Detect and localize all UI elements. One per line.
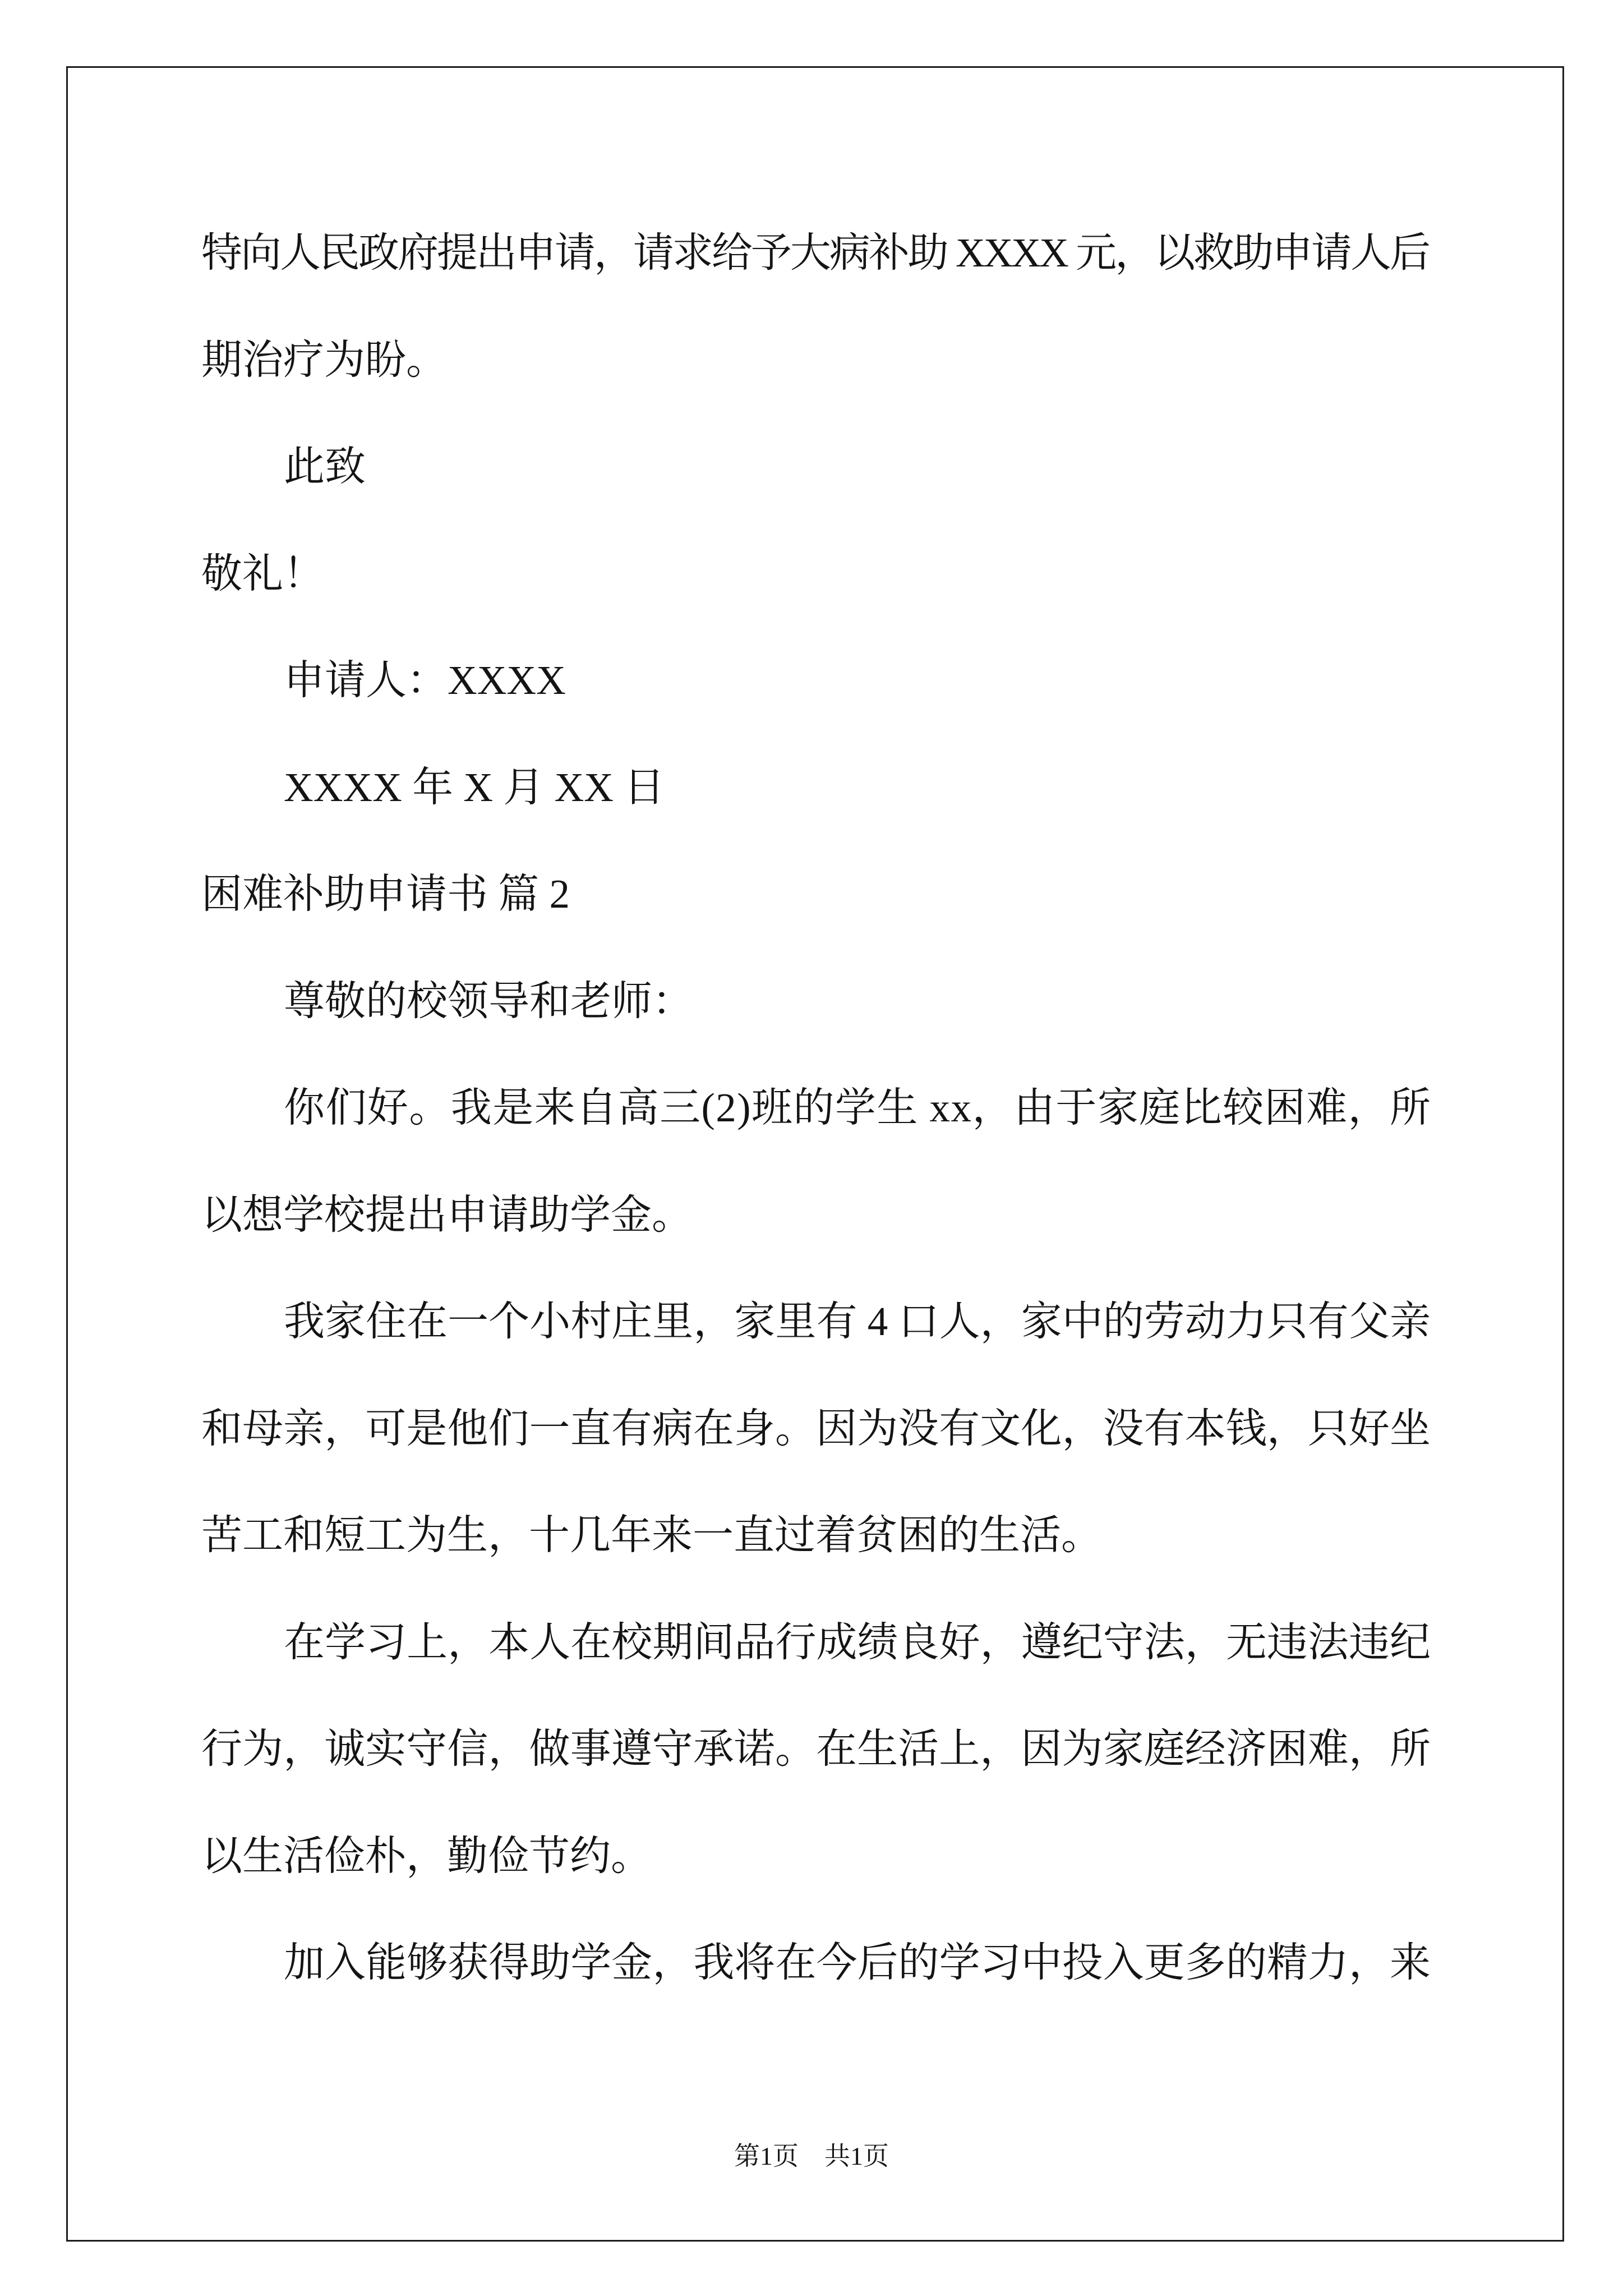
text-line: 期治疗为盼。 bbox=[201, 337, 447, 383]
page-footer: 第1页 共1页 bbox=[734, 2142, 889, 2170]
text-line: 加入能够获得助学金，我将在今后的学习中投入更多的精力，来 bbox=[284, 1940, 1431, 1985]
text-line: 你们好。我是来自高三(2)班的学生 xx，由于家庭比较困难，所 bbox=[284, 1085, 1432, 1130]
text-line: 行为，诚实守信，做事遵守承诺。在生活上，因为家庭经济困难，所 bbox=[201, 1726, 1431, 1772]
document-body bbox=[201, 200, 1431, 2017]
text-line: 以生活俭朴，勤俭节约。 bbox=[201, 1833, 652, 1879]
salutation-line: 敬礼！ bbox=[201, 550, 324, 596]
paragraph bbox=[201, 1055, 1431, 1268]
paragraph-continued bbox=[201, 200, 1431, 413]
greeting-line: 尊敬的校领导和老师： bbox=[284, 978, 693, 1024]
text-line: 以想学校提出申请助学金。 bbox=[201, 1191, 693, 1237]
text-line: 在学习上，本人在校期间品行成绩良好，遵纪守法，无违法违纪 bbox=[284, 1619, 1431, 1665]
text-line: 苦工和短工为生，十几年来一直过着贫困的生活。 bbox=[201, 1512, 1102, 1558]
signature-line: 申请人：XXXX bbox=[284, 657, 566, 703]
text-line: 和母亲，可是他们一直有病在身。因为没有文化，没有本钱，只好坐 bbox=[201, 1405, 1431, 1451]
text-line: 特向人民政府提出申请，请求给予大病补助 XXXX 元，以救助申请人后 bbox=[201, 230, 1429, 275]
section-heading: 困难补助申请书 篇 2 bbox=[201, 871, 570, 917]
paragraph bbox=[201, 1589, 1431, 1910]
closing-line: 此致 bbox=[284, 444, 366, 489]
date-line: XXXX 年 X 月 XX 日 bbox=[284, 764, 665, 810]
paragraph bbox=[201, 1268, 1431, 1589]
text-line: 我家住在一个小村庄里，家里有 4 口人，家中的劳动力只有父亲 bbox=[284, 1299, 1431, 1344]
paragraph bbox=[201, 1910, 1431, 2017]
